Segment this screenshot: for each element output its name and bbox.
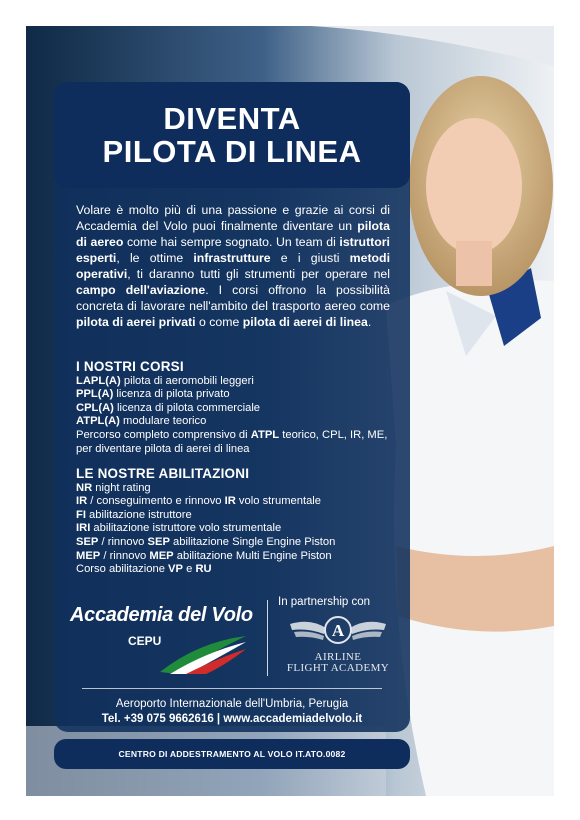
intro-run: pilota di aerei di linea <box>242 315 368 329</box>
course-run: licenza di pilota privato <box>113 388 230 401</box>
rating-item <box>76 495 390 509</box>
rating-run: abilitazione Multi Engine Piston <box>173 549 332 562</box>
rating-run: FI <box>76 508 86 521</box>
course-run: licenza di pilota commerciale <box>113 401 261 414</box>
rating-run: IR <box>224 495 236 508</box>
footer-prefix: CENTRO DI ADDESTRAMENTO AL VOLO <box>118 749 296 759</box>
course-run: Percorso completo comprensivo di <box>76 428 251 441</box>
rating-run: IRI <box>76 522 91 535</box>
course-run: modulare teorico <box>119 415 207 428</box>
afa-name-line-1: AIRLINE <box>314 651 362 663</box>
rating-run: / rinnovo <box>98 535 148 548</box>
intro-run: come hai sempre sognato. Un team di <box>123 235 340 249</box>
courses-section <box>76 360 390 456</box>
rating-run: / rinnovo <box>100 549 150 562</box>
intro-run: campo dell'aviazione <box>76 283 206 297</box>
rating-item <box>76 482 390 496</box>
ratings-heading: LE NOSTRE ABILITAZIONI <box>76 466 250 481</box>
italian-flag-swoosh-icon <box>158 632 248 676</box>
intro-run: pilota di aerei privati <box>76 315 196 329</box>
partner-label: In partnership con <box>278 596 371 608</box>
rating-item <box>76 522 390 536</box>
rating-run: / conseguimento e rinnovo <box>87 495 225 508</box>
phone-website-text[interactable]: Tel. +39 075 9662616 | www.accademiadelvolo.it <box>101 713 363 725</box>
airline-flight-academy-wings-icon <box>288 612 388 648</box>
course-run: LAPL(A) <box>76 374 121 387</box>
rating-run: NR <box>76 481 93 494</box>
intro-run: pilota di aereo <box>76 219 390 249</box>
title-line-1: DIVENTA <box>163 101 301 136</box>
rating-run: RU <box>195 563 212 576</box>
course-run: ATPL <box>250 428 280 441</box>
rating-run: e <box>182 563 196 576</box>
afa-name-line-2: FLIGHT ACADEMY <box>286 662 390 674</box>
course-item <box>76 388 390 402</box>
course-run: pilota di aeromobili leggeri <box>120 374 254 387</box>
rating-run: MEP <box>76 549 101 562</box>
rating-run: abilitazione istruttore <box>85 508 192 521</box>
course-run: ATPL(A) <box>76 415 120 428</box>
intro-run: istruttori esperti <box>76 235 390 265</box>
footer-bar <box>54 739 410 769</box>
rating-run: night rating <box>92 481 151 494</box>
intro-run: . I corsi offrono la possibilità concreta di lavorare nell'ambito del trasporto aereo come <box>76 283 390 313</box>
course-run: teorico, CPL, IR, ME, per diventare pilota di aerei di linea <box>76 428 388 455</box>
rating-run: IR <box>76 495 88 508</box>
intro-run: , le ottime <box>116 251 194 265</box>
intro-run: metodi operativi <box>76 251 390 281</box>
ratings-list <box>76 482 390 577</box>
accademia-del-volo-logo <box>70 604 260 678</box>
intro-run: . <box>367 315 372 329</box>
courses-list <box>76 375 390 457</box>
courses-heading: I NOSTRI CORSI <box>76 359 184 374</box>
rating-run: Corso abilitazione <box>76 563 169 576</box>
title-box <box>54 82 410 188</box>
address-divider <box>82 688 382 689</box>
rating-run: SEP <box>147 535 170 548</box>
ratings-section <box>76 467 390 577</box>
address-line: Aeroporto Internazionale dell'Umbria, Perugia <box>115 698 349 710</box>
intro-run: o come <box>195 315 243 329</box>
rating-item <box>76 563 390 577</box>
rating-run: SEP <box>76 535 99 548</box>
rating-run: MEP <box>149 549 174 562</box>
course-run: CPL(A) <box>76 401 114 414</box>
rating-run: abilitazione istruttore volo strumentale <box>90 522 282 535</box>
rating-run: volo strumentale <box>235 495 322 508</box>
accademia-logo-text: Accademia del Volo <box>70 604 253 626</box>
intro-paragraph <box>76 202 390 330</box>
logo-divider <box>267 600 268 676</box>
rating-item <box>76 536 390 550</box>
poster <box>26 26 554 796</box>
contact-block <box>54 697 410 727</box>
cepu-logo-text: CEPU <box>128 634 162 648</box>
course-item <box>76 415 390 429</box>
intro-run: infrastrutture <box>193 251 271 265</box>
partner-logo <box>276 596 400 674</box>
rating-run: abilitazione Single Engine Piston <box>169 535 336 548</box>
afa-emblem-letter: A <box>331 621 345 640</box>
course-item <box>76 402 390 416</box>
phone-website-line[interactable] <box>54 712 410 727</box>
rating-run: VP <box>168 563 183 576</box>
rating-item <box>76 550 390 564</box>
intro-run: e i giusti <box>270 251 350 265</box>
course-run: PPL(A) <box>76 388 114 401</box>
rating-item <box>76 509 390 523</box>
footer-code: IT.ATO.0082 <box>295 749 346 759</box>
logos-row <box>70 596 400 684</box>
intro-run: , ti daranno tutti gli strumenti per operare nel <box>127 267 390 281</box>
course-item <box>76 375 390 389</box>
course-item <box>76 429 390 456</box>
intro-run: Volare è molto più di una passione e grazie ai corsi di Accademia del Volo puoi finalmente diventare un <box>76 203 390 233</box>
title-line-2: PILOTA DI LINEA <box>102 134 362 169</box>
